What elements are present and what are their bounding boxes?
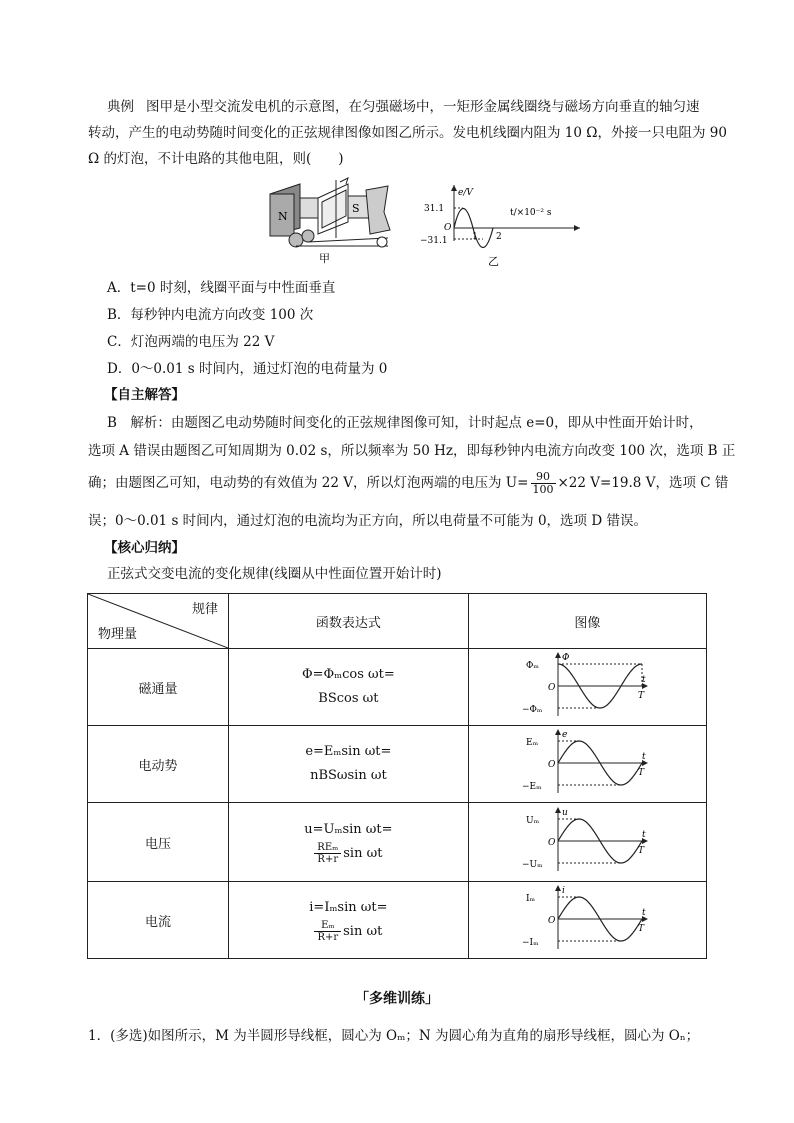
- option-d: D．0～0.01 s 时间内，通过灯泡的电荷量为 0: [107, 361, 388, 377]
- expression-tail: BScos ωt: [318, 691, 379, 706]
- training-title: 「多维训练」: [355, 991, 439, 1007]
- graph-x-label: t/×10⁻² s: [510, 208, 552, 218]
- graph-y-label: u: [562, 808, 569, 818]
- graph-negative-peak-label: −Iₘ: [522, 938, 539, 948]
- emf-graph-figure: [420, 183, 590, 268]
- y-axis-arrow: [555, 729, 561, 735]
- table-row: [88, 726, 707, 803]
- answer-line-2: 选项 A 错误由题图乙可知周期为 0.02 s，所以频率为 50 Hz，即每秒钟内电流方向改变 100 次，选项 B 正: [88, 443, 736, 459]
- row-graph: [468, 803, 706, 882]
- graph-negative-peak-label: −Uₘ: [522, 860, 544, 870]
- expression-line-1: i=Iₘsin ωt=: [309, 900, 388, 915]
- answer-fraction: [531, 471, 556, 496]
- graph-y-label: i: [562, 886, 566, 896]
- graph-y-label: e: [562, 730, 568, 740]
- expression-denominator: R+r: [317, 854, 339, 865]
- expression-tail: sin ωt: [343, 846, 383, 861]
- expression-line-2: [229, 842, 468, 866]
- graph-negative-peak-label: −Eₘ: [522, 782, 543, 792]
- row-quantity: 电流: [88, 882, 229, 959]
- graph-negative-peak-label: −Φₘ: [522, 705, 543, 715]
- waveform-graph: [522, 805, 652, 875]
- table-row: [88, 803, 707, 882]
- row-expression: [229, 649, 469, 726]
- header-rule: 规律: [191, 602, 218, 617]
- graph-positive-peak-label: Φₘ: [526, 661, 540, 671]
- summary-heading: 【核心归纳】: [104, 540, 185, 556]
- graph-origin-label: O: [548, 760, 556, 770]
- expression-line-2: [229, 920, 468, 944]
- graph-period-label: T: [638, 768, 645, 778]
- graph-origin-label: O: [548, 838, 556, 848]
- graph-period-label: T: [638, 924, 645, 934]
- graph-period-label: T: [638, 691, 645, 701]
- graph-t-label: t: [642, 752, 646, 762]
- figure-yi-caption: 乙: [488, 255, 499, 268]
- expression-tail: sin ωt: [343, 924, 383, 939]
- generator-figure: [266, 176, 396, 266]
- waveform-graph: [522, 727, 652, 797]
- graph-period-label: T: [638, 846, 645, 856]
- magnet-s-label: S: [352, 202, 360, 215]
- graph-origin-label: O: [548, 683, 556, 693]
- expression-line-1: Φ=Φₘcos ωt=: [301, 667, 395, 682]
- row-expression: [229, 803, 469, 882]
- example-line-2: 转动，产生的电动势随时间变化的正弦规律图像如图乙所示。发电机线圈内阻为 10 Ω，外接一只电阻为 90: [88, 125, 727, 141]
- expression-line-1: e=Eₘsin ωt=: [305, 744, 392, 759]
- magnet-n-label: N: [278, 210, 288, 223]
- expression-numerator: REₘ: [314, 842, 341, 854]
- row-graph: [468, 726, 706, 803]
- y-axis-arrow: [555, 652, 561, 658]
- answer-heading: 【自主解答】: [104, 387, 185, 403]
- expression-line-2: [229, 764, 468, 788]
- graph-ymin: −31.1: [420, 236, 448, 246]
- example-line-1: [88, 97, 700, 117]
- option-b: B．每秒钟内电流方向改变 100 次: [107, 307, 314, 323]
- table-row: [88, 649, 707, 726]
- row-graph: [468, 649, 706, 726]
- y-axis-arrow: [555, 885, 561, 891]
- waveform-graph: [522, 883, 652, 953]
- expression-line-1: u=Uₘsin ωt=: [304, 822, 393, 837]
- answer-line-3-post: ×22 V=19.8 V，选项 C 错: [557, 475, 729, 491]
- graph-tick-2: 2: [496, 232, 502, 242]
- summary-subtitle: 正弦式交变电流的变化规律(线圈从中性面位置开始计时): [107, 566, 442, 582]
- expression-numerator: Eₘ: [314, 920, 341, 932]
- header-expr: 函数表达式: [229, 594, 469, 649]
- row-graph: [468, 882, 706, 959]
- graph-y-label: Φ: [562, 653, 570, 663]
- row-quantity: 磁通量: [88, 649, 229, 726]
- training-question-1: 1．(多选)如图所示，M 为半圆形导线框，圆心为 Oₘ；N 为圆心角为直角的扇形导线框，圆心为 Oₙ；: [88, 1028, 700, 1044]
- graph-tick-1: 1: [472, 232, 478, 242]
- sine-rules-table: [87, 593, 707, 959]
- example-line-3: Ω 的灯泡，不计电路的其他电阻，则( ): [88, 151, 344, 167]
- graph-positive-peak-label: Eₘ: [526, 738, 539, 748]
- fraction-numerator: 90: [531, 471, 556, 484]
- graph-y-label: e/V: [458, 188, 473, 198]
- graph-origin-label: O: [548, 916, 556, 926]
- expression-line-2: [229, 687, 468, 711]
- header-graph: 图像: [468, 594, 706, 649]
- row-expression: [229, 726, 469, 803]
- expression-fraction: [314, 842, 341, 865]
- answer-line-4: 误；0～0.01 s 时间内，通过灯泡的电流均为正方向，所以电荷量不可能为 0，选项 D 错误。: [88, 513, 647, 529]
- fraction-denominator: 100: [532, 483, 554, 496]
- graph-t-label: t: [642, 675, 646, 685]
- graph-t-label: t: [642, 830, 646, 840]
- expression-fraction: [314, 920, 341, 943]
- row-quantity: 电压: [88, 803, 229, 882]
- answer-line-1: B 解析：由题图乙电动势随时间变化的正弦规律图像可知，计时起点 e=0，即从中性面开始计时，: [107, 415, 703, 431]
- table-row: [88, 882, 707, 959]
- graph-positive-peak-label: Iₘ: [526, 894, 536, 904]
- expression-denominator: R+r: [317, 932, 339, 943]
- graph-ymax: 31.1: [424, 204, 445, 214]
- row-expression: [229, 882, 469, 959]
- expression-tail: nBSωsin ωt: [310, 768, 387, 783]
- graph-t-label: t: [642, 908, 646, 918]
- graph-positive-peak-label: Uₘ: [526, 816, 540, 826]
- answer-line-3: [88, 471, 728, 496]
- y-axis-arrow: [555, 807, 561, 813]
- example-label: 典例: [107, 99, 134, 115]
- option-c: C．灯泡两端的电压为 22 V: [107, 334, 275, 350]
- header-quantity: 物理量: [98, 627, 138, 642]
- figure-jia-caption: 甲: [319, 252, 330, 265]
- table-header-row: [88, 594, 707, 649]
- answer-line-3-pre: 确；由题图乙可知，电动势的有效值为 22 V，所以灯泡两端的电压为 U=: [88, 475, 529, 491]
- example-text-1: 图甲是小型交流发电机的示意图，在匀强磁场中，一矩形金属线圈绕与磁场方向垂直的轴匀速: [146, 99, 700, 115]
- table-diagonal-header: [88, 594, 229, 649]
- waveform-graph: [522, 650, 652, 720]
- graph-origin: O: [444, 223, 452, 233]
- option-a: A．t=0 时刻，线圈平面与中性面垂直: [107, 280, 336, 296]
- row-quantity: 电动势: [88, 726, 229, 803]
